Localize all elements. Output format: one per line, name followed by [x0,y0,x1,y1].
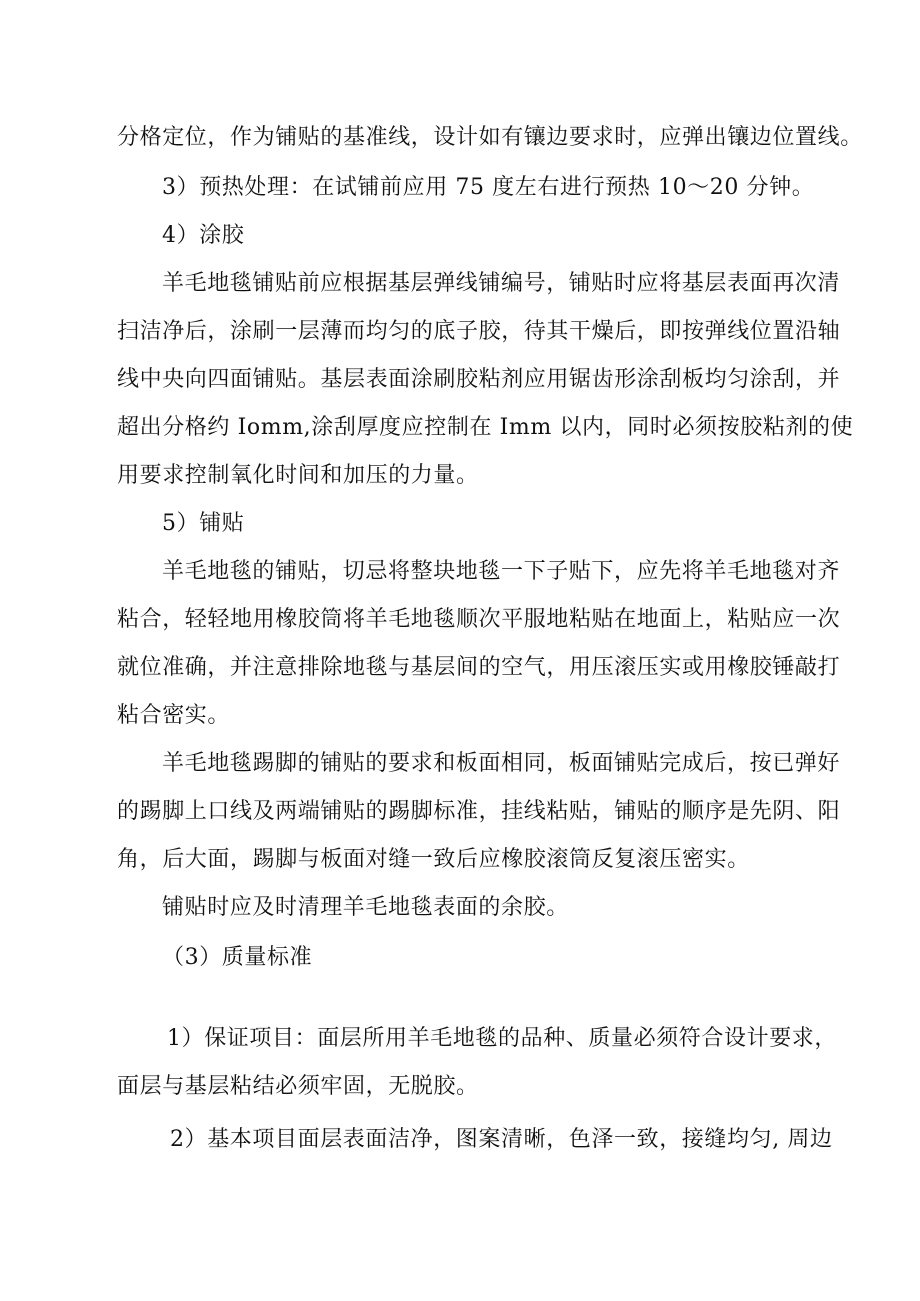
section-heading: 5）铺贴 [162,511,245,536]
text-line: 分格定位，作为铺贴的基准线，设计如有镶边要求时，应弹出镶边位置线。 [117,125,863,150]
text-line: 羊毛地毯的铺贴，切忌将整块地毯一下子贴下，应先将羊毛地毯对齐 [162,559,841,584]
text-line: 羊毛地毯踢脚的铺贴的要求和板面相同，板面铺贴完成后，按已弹好 [162,751,841,776]
text-line: 铺贴时应及时清理羊毛地毯表面的余胶。 [162,895,569,920]
text-line: 粘合密实。 [117,703,231,728]
section-heading: 4）涂胶 [162,223,245,248]
text-line: 的踢脚上口线及两端铺贴的踢脚标准，挂线粘贴，铺贴的顺序是先阴、阳 [117,799,841,824]
text-line: 超出分格约 Iomm,涂刮厚度应控制在 Imm 以内，同时必须按胶粘剂的使 [117,415,854,440]
text-line: 粘合，轻轻地用橡胶筒将羊毛地毯顺次平服地粘贴在地面上，粘贴应一次 [117,607,841,632]
text-line: 羊毛地毯铺贴前应根据基层弹线铺编号，铺贴时应将基层表面再次清 [162,271,841,296]
text-line: 角，后大面，踢脚与板面对缝一致后应橡胶滚筒反复滚压密实。 [117,847,750,872]
text-line: 就位准确，并注意排除地毯与基层间的空气，用压滚压实或用橡胶锤敲打 [117,655,841,680]
text-line: 用要求控制氧化时间和加压的力量。 [117,463,479,488]
text-line: 3）预热处理：在试铺前应用 75 度左右进行预热 10～20 分钟。 [162,175,815,200]
text-line: 面层与基层粘结必须牢固，无脱胶。 [117,1074,479,1099]
text-line: 1）保证项目：面层所用羊毛地毯的品种、质量必须符合设计要求， [167,1026,837,1051]
text-line: 线中央向四面铺贴。基层表面涂刷胶粘剂应用锯齿形涂刮板均匀涂刮，并 [117,367,841,392]
text-line: 扫洁净后，涂刷一层薄而均匀的底子胶，待其干燥后，即按弹线位置沿轴 [117,319,841,344]
section-title: （3）质量标准 [162,945,313,970]
text-line: 2）基本项目面层表面洁净，图案清晰，色泽一致，接缝均匀, 周边 [170,1127,833,1152]
